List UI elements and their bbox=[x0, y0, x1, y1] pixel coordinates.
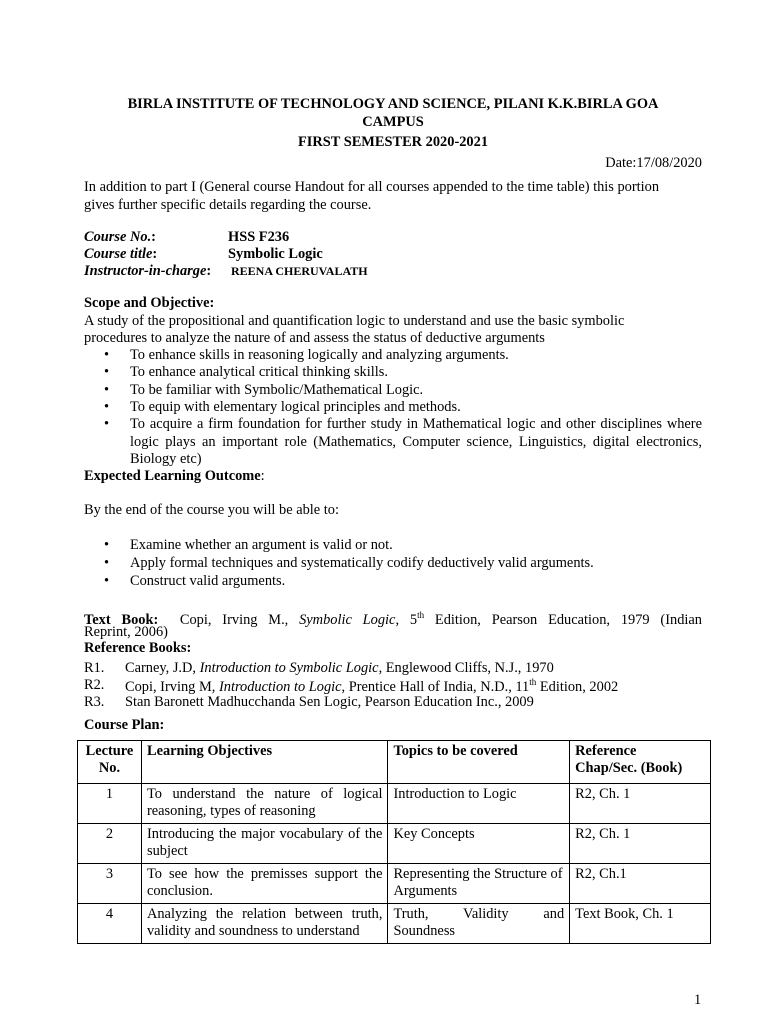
course-no-value: HSS F236 bbox=[228, 229, 290, 245]
column-header-topics: Topics to be covered bbox=[388, 741, 570, 784]
outcome-bullet: Examine whether an argument is valid or not. bbox=[130, 537, 393, 553]
course-no-label: Course No.: bbox=[84, 229, 156, 245]
cell-reference: Text Book, Ch. 1 bbox=[570, 904, 711, 944]
bullet-icon: • bbox=[104, 537, 110, 553]
cell-objective: Introducing the major vocabulary of the subject bbox=[141, 824, 387, 864]
scope-bullet: To equip with elementary logical principles and methods. bbox=[130, 399, 461, 415]
scope-heading: Scope and Objective: bbox=[84, 295, 215, 311]
column-header-lecture: Lecture No. bbox=[78, 741, 142, 784]
reference-r3: Stan Baronett Madhucchanda Sen Logic, Pearson Education Inc., 2009 bbox=[125, 694, 534, 710]
reference-id: R1. bbox=[84, 660, 105, 676]
document-date: Date:17/08/2020 bbox=[605, 155, 702, 171]
bullet-icon: • bbox=[104, 364, 110, 380]
instructor-label: Instructor-in-charge: bbox=[84, 263, 212, 279]
semester-title: FIRST SEMESTER 2020-2021 bbox=[297, 134, 489, 150]
scope-line-1: A study of the propositional and quantification logic to understand and use the basic symbolic bbox=[84, 313, 625, 329]
intro-line-2: gives further specific details regarding the course. bbox=[84, 197, 372, 213]
cell-topic: Truth, Validity and Soundness bbox=[388, 904, 570, 944]
bullet-icon: • bbox=[104, 416, 110, 432]
textbook-line-1: Text Book: Copi, Irving M., Symbolic Logic, 5th Edition, Pearson Education, 1979 (Indian bbox=[84, 610, 702, 628]
cell-reference: R2, Ch. 1 bbox=[570, 784, 711, 824]
cell-lecture-no: 3 bbox=[78, 864, 142, 904]
cell-lecture-no: 2 bbox=[78, 824, 142, 864]
cell-reference: R2, Ch. 1 bbox=[570, 824, 711, 864]
column-header-objectives: Learning Objectives bbox=[141, 741, 387, 784]
page-number: 1 bbox=[694, 992, 702, 1008]
cell-objective: To understand the nature of logical reasoning, types of reasoning bbox=[141, 784, 387, 824]
reference-r1: Carney, J.D, Introduction to Symbolic Logic, Englewood Cliffs, N.J., 1970 bbox=[125, 660, 554, 676]
outcome-heading: Expected Learning Outcome: bbox=[84, 468, 265, 484]
course-plan-heading: Course Plan: bbox=[84, 717, 165, 733]
cell-topic: Introduction to Logic bbox=[388, 784, 570, 824]
table-row bbox=[78, 864, 711, 904]
scope-line-2: procedures to analyze the nature of and assess the status of deductive arguments bbox=[84, 330, 545, 346]
cell-objective: Analyzing the relation between truth, validity and soundness to understand bbox=[141, 904, 387, 944]
instructor-value: REENA CHERUVALATH bbox=[231, 264, 368, 278]
scope-bullet: To be familiar with Symbolic/Mathematical Logic. bbox=[130, 382, 424, 398]
cell-topic: Representing the Structure of Arguments bbox=[388, 864, 570, 904]
table-header-row bbox=[78, 741, 711, 784]
column-header-reference: Reference Chap/Sec. (Book) bbox=[570, 741, 711, 784]
scope-bullet: To enhance analytical critical thinking skills. bbox=[130, 364, 388, 380]
institute-name-line2: CAMPUS bbox=[362, 114, 424, 130]
cell-lecture-no: 1 bbox=[78, 784, 142, 824]
bullet-icon: • bbox=[104, 555, 110, 571]
course-title-label: Course title: bbox=[84, 246, 158, 262]
reference-id: R3. bbox=[84, 694, 105, 710]
cell-objective: To see how the premisses support the conclusion. bbox=[141, 864, 387, 904]
course-plan-table bbox=[77, 740, 711, 944]
outcome-bullet: Apply formal techniques and systematically codify deductively valid arguments. bbox=[130, 555, 594, 571]
course-title-value: Symbolic Logic bbox=[228, 246, 323, 262]
institute-name-line1: BIRLA INSTITUTE OF TECHNOLOGY AND SCIENCE, PILANI K.K.BIRLA GOA bbox=[127, 96, 659, 112]
table-row bbox=[78, 904, 711, 944]
table-row bbox=[78, 784, 711, 824]
intro-line-1: In addition to part I (General course Handout for all courses appended to the time table) this portion bbox=[84, 179, 660, 195]
outcome-bullet: Construct valid arguments. bbox=[130, 573, 286, 589]
reference-r2: Copi, Irving M, Introduction to Logic, Prentice Hall of India, N.D., 11th Edition, 2002 bbox=[125, 677, 619, 695]
scope-bullet: To enhance skills in reasoning logically and analyzing arguments. bbox=[130, 347, 509, 363]
references-heading: Reference Books: bbox=[84, 640, 192, 656]
textbook-line-2: Reprint, 2006) bbox=[84, 624, 168, 640]
reference-id: R2. bbox=[84, 677, 105, 693]
cell-reference: R2, Ch.1 bbox=[570, 864, 711, 904]
outcome-intro: By the end of the course you will be able to: bbox=[84, 502, 339, 518]
cell-topic: Key Concepts bbox=[388, 824, 570, 864]
bullet-icon: • bbox=[104, 573, 110, 589]
scope-bullet: To acquire a firm foundation for further study in Mathematical logic and other disciplines where logic plays an important role (Mathematics, Computer science, Linguistics, digital electronics, Biology etc) bbox=[130, 416, 702, 467]
cell-lecture-no: 4 bbox=[78, 904, 142, 944]
bullet-icon: • bbox=[104, 347, 110, 363]
bullet-icon: • bbox=[104, 382, 110, 398]
bullet-icon: • bbox=[104, 399, 110, 415]
table-row bbox=[78, 824, 711, 864]
